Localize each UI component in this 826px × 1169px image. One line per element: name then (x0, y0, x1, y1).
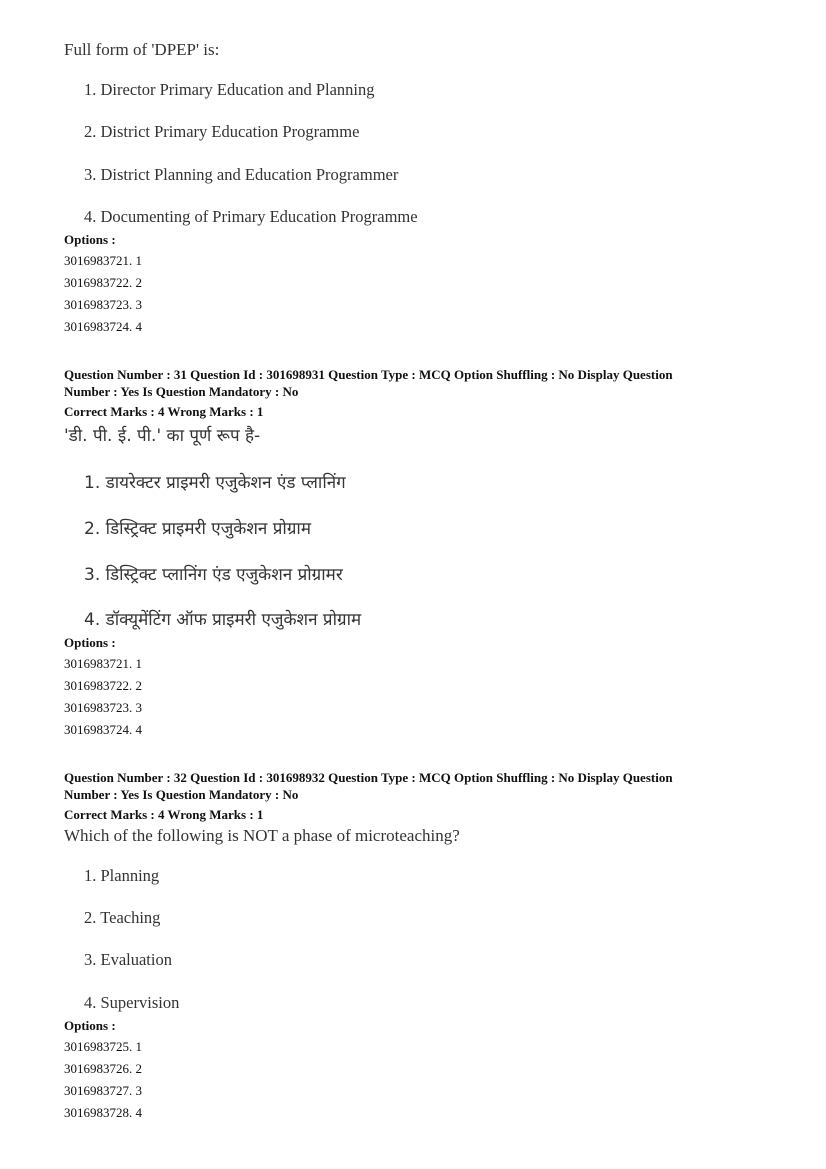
question-meta: Question Number : 31 Question Id : 301698931 Question Type : MCQ Option Shuffling : No Display Question (64, 367, 673, 382)
options-label: Options : (64, 232, 116, 247)
option-id: 3016983723. 3 (64, 297, 142, 312)
option-4: 4. डॉक्यूमेंटिंग ऑफ प्राइमरी एजुकेशन प्रोग्राम (84, 610, 362, 630)
option-1: 1. Director Primary Education and Planning (84, 80, 375, 99)
options-label: Options : (64, 1018, 116, 1033)
option-3: 3. Evaluation (84, 950, 172, 969)
option-id: 3016983724. 4 (64, 722, 142, 737)
option-3: 3. District Planning and Education Programmer (84, 165, 399, 184)
question-text: Full form of 'DPEP' is: (64, 40, 220, 59)
question-meta: Number : Yes Is Question Mandatory : No (64, 787, 299, 802)
option-id: 3016983724. 4 (64, 319, 142, 334)
option-4: 4. Documenting of Primary Education Programme (84, 207, 418, 226)
option-id: 3016983723. 3 (64, 700, 142, 715)
option-1: 1. Planning (84, 866, 160, 885)
option-4: 4. Supervision (84, 993, 180, 1012)
option-id: 3016983721. 1 (64, 656, 142, 671)
options-label: Options : (64, 635, 116, 650)
option-id: 3016983726. 2 (64, 1061, 142, 1076)
option-2: 2. डिस्ट्रिक्ट प्राइमरी एजुकेशन प्रोग्राम (84, 519, 311, 539)
option-3: 3. डिस्ट्रिक्ट प्लानिंग एंड एजुकेशन प्रोग्रामर (84, 565, 343, 585)
question-text: 'डी. पी. ई. पी.' का पूर्ण रूप है- (64, 426, 261, 446)
option-id: 3016983722. 2 (64, 275, 142, 290)
question-meta: Number : Yes Is Question Mandatory : No (64, 384, 299, 399)
marks-line: Correct Marks : 4 Wrong Marks : 1 (64, 404, 264, 419)
option-id: 3016983728. 4 (64, 1105, 142, 1120)
question-text: Which of the following is NOT a phase of microteaching? (64, 826, 460, 845)
option-id: 3016983725. 1 (64, 1039, 142, 1054)
option-id: 3016983722. 2 (64, 678, 142, 693)
option-id: 3016983721. 1 (64, 253, 142, 268)
option-1: 1. डायरेक्टर प्राइमरी एजुकेशन एंड प्लानिंग (84, 473, 346, 493)
option-2: 2. District Primary Education Programme (84, 122, 360, 141)
option-2: 2. Teaching (84, 908, 161, 927)
question-meta: Question Number : 32 Question Id : 301698932 Question Type : MCQ Option Shuffling : No Display Question (64, 770, 673, 785)
option-id: 3016983727. 3 (64, 1083, 142, 1098)
marks-line: Correct Marks : 4 Wrong Marks : 1 (64, 807, 264, 822)
